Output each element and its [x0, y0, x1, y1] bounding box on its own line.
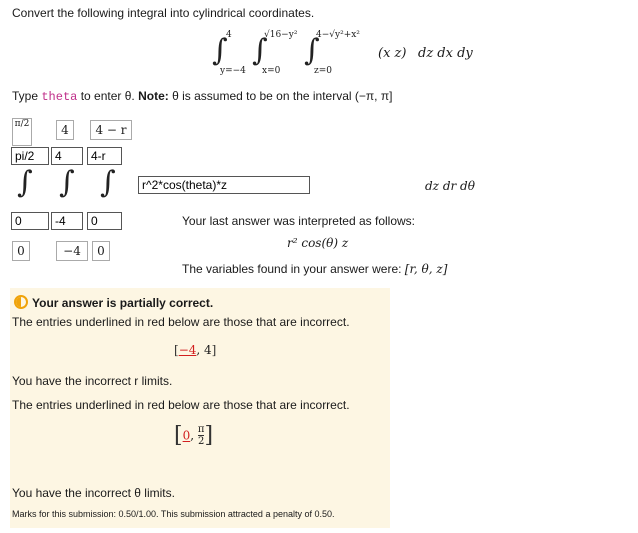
- interpretation-line: Your last answer was interpreted as follows:: [182, 214, 416, 228]
- r-limits-display: [−4, 4]: [174, 343, 217, 357]
- integral-sign-z: ∫: [100, 165, 116, 200]
- middle-lower-limit: x=0: [262, 66, 281, 76]
- preview-r-upper: 4: [56, 120, 74, 140]
- theta-limit-incorrect: 0: [182, 428, 191, 443]
- integral-sign-r: ∫: [59, 165, 75, 200]
- integrand: (x z): [378, 46, 407, 61]
- feedback-title: Your answer is partially correct.: [32, 296, 214, 310]
- middle-upper-limit: √16−y²: [264, 30, 298, 40]
- instruction-prefix: Type: [12, 89, 39, 103]
- partially-correct-icon: [14, 295, 28, 309]
- outer-lower-limit: y=−4: [220, 66, 246, 76]
- preview-r-lower: −4: [56, 241, 88, 261]
- theta-limits-message: You have the incorrect θ limits.: [12, 486, 175, 500]
- theta-upper-denominator: 2: [197, 436, 205, 447]
- underline-note-theta: The entries underlined in red below are those that are incorrect.: [12, 398, 350, 412]
- integral-sign-inner: ∫: [304, 33, 320, 68]
- integrand-input[interactable]: [138, 176, 310, 194]
- upper-r-limit-input[interactable]: [51, 147, 83, 165]
- lower-z-limit-input[interactable]: [87, 212, 122, 230]
- original-integral: [212, 22, 482, 78]
- r-limit-correct: 4: [204, 343, 212, 357]
- inner-lower-limit: z=0: [314, 66, 333, 76]
- theta-limits-display: [0, $\frac{\pi}{2}$ ]: [174, 423, 214, 448]
- instruction-middle: to enter θ.: [80, 89, 135, 103]
- instruction-line: [12, 89, 392, 104]
- question-prompt: Convert the following integral into cylindrical coordinates.: [12, 6, 315, 20]
- preview-z-lower: 0: [92, 241, 110, 261]
- preview-theta-lower: 0: [12, 241, 30, 261]
- differentials: dz dx dy: [418, 46, 473, 61]
- marks-note: Marks for this submission: 0.50/1.00. This submission attracted a penalty of 0.50.: [12, 509, 335, 519]
- note-text: θ is assumed to be on the interval (−π, π]: [172, 89, 393, 103]
- variables-label: The variables found in your answer were:: [182, 262, 402, 276]
- note-label: Note:: [138, 89, 169, 103]
- underline-note-r: The entries underlined in red below are those that are incorrect.: [12, 315, 350, 329]
- r-limit-incorrect: −4: [178, 343, 197, 357]
- instruction-code: theta: [41, 90, 78, 104]
- inner-upper-limit: 4−√y²+x²: [316, 30, 360, 40]
- outer-upper-limit: 4: [226, 30, 232, 40]
- theta-upper-numerator: π: [197, 424, 205, 435]
- preview-theta-upper-value: π/2: [14, 119, 30, 129]
- feedback-panel: [10, 288, 390, 528]
- upper-theta-limit-input[interactable]: [11, 147, 49, 165]
- integral-sign-middle: ∫: [252, 33, 268, 68]
- preview-theta-upper: [12, 118, 32, 146]
- cylindrical-differentials: dz dr dθ: [425, 179, 475, 193]
- preview-z-upper: 4 − r: [90, 120, 132, 140]
- lower-theta-limit-input[interactable]: [11, 212, 49, 230]
- integral-sign-theta: ∫: [17, 165, 33, 200]
- variables-line: [182, 262, 447, 276]
- r-limits-message: You have the incorrect r limits.: [12, 374, 173, 388]
- variables-list: [r, θ, z]: [404, 262, 448, 276]
- interpreted-expression: r² cos(θ) z: [287, 236, 349, 250]
- lower-r-limit-input[interactable]: [51, 212, 83, 230]
- upper-z-limit-input[interactable]: [87, 147, 122, 165]
- integral-sign-outer: ∫: [212, 33, 228, 68]
